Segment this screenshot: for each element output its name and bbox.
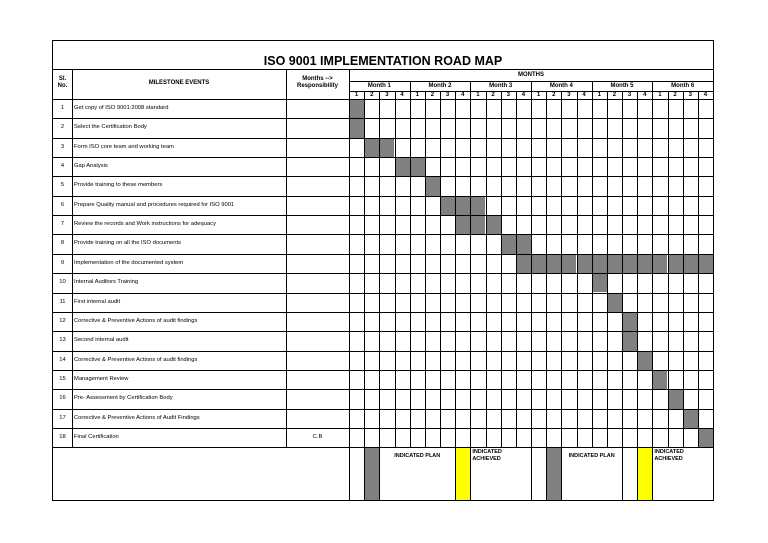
plan-bar-cell	[638, 352, 652, 370]
grid-line	[53, 312, 713, 313]
grid-line	[53, 157, 713, 158]
header-months: MONTHS	[518, 72, 544, 78]
grid-line	[53, 370, 713, 371]
row-milestone-event: Provide training to these members	[74, 182, 163, 189]
week-label: 1	[536, 92, 541, 98]
plan-bar-cell	[608, 255, 622, 273]
plan-bar-cell	[426, 177, 440, 195]
week-label: 3	[445, 92, 450, 98]
plan-bar-cell	[471, 197, 485, 215]
week-label: 2	[370, 92, 374, 98]
plan-bar-cell	[365, 139, 379, 157]
plan-bar-cell	[623, 255, 637, 273]
grid-line	[53, 351, 713, 352]
plan-bar-cell	[669, 255, 683, 273]
month-label: Month 2	[428, 83, 452, 89]
row-sl-no: 4	[60, 163, 65, 170]
row-milestone-event: Corrective & Preventive Actions of audit findings	[74, 317, 198, 324]
row-milestone-event: Provide training on all the ISO documents	[74, 240, 181, 247]
row-sl-no: 2	[60, 124, 65, 131]
row-milestone-event: Management Review	[74, 375, 129, 382]
grid-line	[53, 273, 713, 274]
plan-bar-cell	[456, 197, 470, 215]
row-milestone-event: Form ISO core team and working team	[74, 143, 174, 150]
plan-bar-cell	[623, 313, 637, 331]
week-label: 2	[612, 92, 617, 98]
legend-achieved-label: INDICATED ACHIEVED	[472, 449, 502, 463]
plan-bar-cell	[517, 255, 531, 273]
row-milestone-event: Corrective & Preventive Actions of audit findings	[74, 356, 198, 363]
row-sl-no: 6	[60, 201, 65, 208]
legend-plan-swatch	[547, 448, 561, 500]
month-label: Month 1	[367, 83, 391, 89]
plan-bar-cell	[699, 255, 713, 273]
legend-achieved-swatch	[638, 448, 652, 500]
week-label: 4	[400, 92, 404, 98]
plan-bar-cell	[396, 158, 410, 176]
row-sl-no: 8	[60, 240, 65, 247]
grid-line	[53, 331, 713, 332]
grid-line	[470, 447, 471, 500]
week-label: 1	[658, 92, 662, 98]
row-responsibility: C.B	[312, 433, 323, 440]
grid-line	[53, 409, 713, 410]
legend-achieved-swatch	[456, 448, 470, 500]
plan-bar-cell	[638, 255, 652, 273]
header-milestone-events: MILESTONE EVENTS	[148, 80, 210, 86]
row-milestone-event: Review the records and Work instructions for adequacy	[74, 221, 216, 228]
grid-line	[53, 69, 713, 70]
week-label: 4	[461, 92, 465, 98]
week-label: 4	[703, 92, 708, 98]
row-milestone-event: Implementation of the documented system	[74, 259, 184, 266]
row-milestone-event: Internal Auditors Training	[74, 279, 139, 286]
plan-bar-cell	[593, 255, 607, 273]
week-label: 4	[582, 92, 586, 98]
row-sl-no: 17	[59, 414, 66, 421]
grid-line	[53, 428, 713, 429]
row-sl-no: 5	[60, 182, 65, 189]
plan-bar-cell	[699, 429, 713, 447]
grid-line	[379, 447, 380, 500]
week-label: 3	[506, 92, 510, 98]
plan-bar-cell	[684, 255, 698, 273]
plan-bar-cell	[350, 119, 364, 137]
grid-line	[53, 389, 713, 390]
grid-line	[395, 91, 396, 447]
row-sl-no: 3	[60, 143, 65, 150]
grid-line	[440, 91, 441, 447]
row-milestone-event: Gap Analysis	[74, 163, 108, 170]
plan-bar-cell	[350, 100, 364, 118]
header-responsibility: Months --> Responsibility	[296, 76, 338, 89]
grid-line	[53, 176, 713, 177]
row-sl-no: 15	[59, 375, 66, 382]
roadmap-sheet	[52, 40, 714, 501]
week-label: 3	[385, 92, 389, 98]
header-sl-no: Sl. No.	[57, 76, 68, 89]
week-label: 4	[521, 92, 526, 98]
row-milestone-event: Corrective & Preventive Actions of Audit Findings	[74, 414, 200, 421]
grid-line	[455, 91, 456, 447]
row-sl-no: 18	[59, 433, 66, 440]
grid-line	[53, 215, 713, 216]
month-label: Month 5	[610, 83, 634, 89]
row-sl-no: 12	[59, 317, 66, 324]
plan-bar-cell	[593, 274, 607, 292]
grid-line	[53, 118, 713, 119]
row-sl-no: 16	[59, 395, 66, 402]
grid-line	[501, 91, 502, 447]
month-label: Month 6	[671, 83, 695, 89]
grid-line	[410, 81, 411, 447]
week-label: 1	[476, 92, 480, 98]
row-sl-no: 1	[60, 105, 65, 111]
plan-bar-cell	[669, 390, 683, 408]
month-label: Month 3	[489, 83, 513, 89]
plan-bar-cell	[456, 216, 470, 234]
grid-line	[53, 99, 713, 100]
row-milestone-event: Get copy of ISO 9001:2008 standard	[74, 105, 169, 111]
legend-plan-label: INDICATED PLAN	[394, 453, 441, 460]
week-label: 2	[430, 92, 435, 98]
row-milestone-event: First internal audit	[74, 298, 121, 305]
plan-bar-cell	[562, 255, 576, 273]
row-sl-no: 13	[59, 337, 66, 344]
grid-line	[470, 81, 471, 447]
week-label: 1	[354, 92, 359, 98]
row-milestone-event: Pre- Assessment by Certification Body	[74, 395, 173, 402]
row-sl-no: 9	[60, 259, 65, 266]
roadmap-grid	[53, 41, 713, 500]
grid-line	[486, 91, 487, 447]
legend-plan-label: INDICATED PLAN	[568, 453, 615, 460]
page-title: ISO 9001 IMPLEMENTATION ROAD MAP	[263, 54, 503, 68]
row-sl-no: 7	[60, 221, 65, 228]
week-label: 3	[688, 92, 692, 98]
plan-bar-cell	[653, 255, 667, 273]
plan-bar-cell	[441, 197, 455, 215]
plan-bar-cell	[471, 216, 485, 234]
plan-bar-cell	[578, 255, 592, 273]
plan-bar-cell	[547, 255, 561, 273]
week-label: 2	[491, 92, 495, 98]
week-label: 3	[567, 92, 571, 98]
plan-bar-cell	[380, 139, 394, 157]
week-label: 1	[415, 92, 419, 98]
grid-line	[652, 447, 653, 500]
row-milestone-event: Prepare Quality manual and procedures required for ISO 9001	[74, 201, 235, 208]
row-sl-no: 10	[59, 279, 66, 286]
plan-bar-cell	[517, 235, 531, 253]
plan-bar-cell	[623, 332, 637, 350]
grid-line	[72, 69, 73, 447]
week-label: 4	[643, 92, 647, 98]
row-milestone-event: Final Certification	[74, 433, 119, 440]
row-milestone-event: Select the Certification Body	[74, 124, 147, 131]
week-label: 3	[627, 92, 632, 98]
grid-line	[425, 91, 426, 447]
plan-bar-cell	[532, 255, 546, 273]
legend-plan-swatch	[365, 448, 379, 500]
grid-line	[286, 69, 287, 447]
plan-bar-cell	[653, 371, 667, 389]
row-milestone-event: Second internal audit	[74, 337, 129, 344]
row-sl-no: 14	[59, 356, 66, 363]
grid-line	[622, 447, 623, 500]
grid-line	[53, 196, 713, 197]
grid-line	[53, 234, 713, 235]
week-label: 2	[552, 92, 556, 98]
week-label: 1	[597, 92, 601, 98]
grid-line	[53, 447, 713, 448]
month-label: Month 4	[549, 83, 573, 89]
plan-bar-cell	[411, 158, 425, 176]
row-sl-no: 11	[59, 298, 66, 305]
grid-line	[531, 447, 532, 500]
plan-bar-cell	[608, 294, 622, 312]
plan-bar-cell	[487, 216, 501, 234]
week-label: 2	[673, 92, 677, 98]
legend-achieved-label: INDICATED ACHIEVED	[654, 449, 684, 463]
plan-bar-cell	[502, 235, 516, 253]
grid-line	[561, 447, 562, 500]
plan-bar-cell	[684, 410, 698, 428]
